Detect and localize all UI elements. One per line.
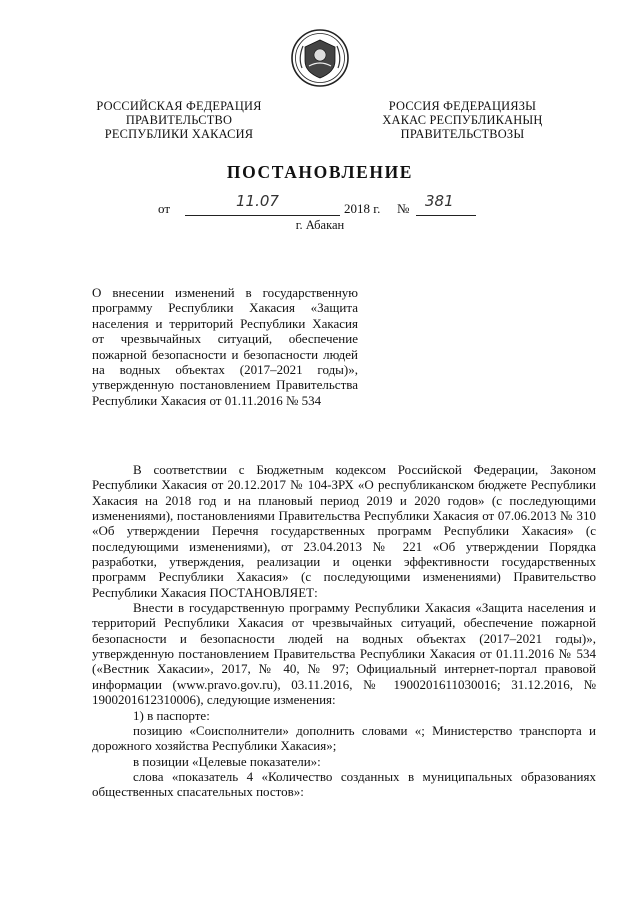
header-left-line-1: РОССИЙСКАЯ ФЕДЕРАЦИЯ <box>96 99 262 113</box>
header-left-line-2: ПРАВИТЕЛЬСТВО <box>125 113 233 127</box>
body-paragraph-2: Внести в государственную программу Республики Хакасия «Защита населения и территорий Республики Хакасия от чрезвычайных ситуаций, обеспечение пожарной безопасности и безопасности людей на водных объектах (2017–2021 годы)», утвержденную постановлением Правительства Республики Хакасия от 01.11.2016 № 534 («Вестник Хакасии», 2017, № 40, № 97; Официальный интернет-портал правовой информации (www.pravo.gov.ru), 03.11.2016, № 1900201611030016; 31.12.2016, № 1900201612310006), следующие изменения: <box>92 600 596 708</box>
subject-block: О внесении изменений в государственную программу Республики Хакасия «Защита населения и территорий Республики Хакасия от чрезвычайных ситуаций, обеспечение пожарной безопасности и безопасности людей на водных объектах (2017–2021 годы)», утвержденную постановлением Правительства Республики Хакасия от 01.11.2016 № 534 <box>92 285 358 408</box>
number-underline <box>416 215 476 216</box>
header-left-block <box>94 99 264 141</box>
header-left-line-3: РЕСПУБЛИКИ ХАКАСИЯ <box>104 127 254 141</box>
number-sign: № <box>397 201 410 216</box>
header-right-block <box>380 99 545 141</box>
body-paragraph-5: в позиции «Целевые показатели»: <box>133 753 321 769</box>
date-prefix: от <box>158 201 171 216</box>
body-paragraph-4: позицию «Соисполнители» дополнить словами «; Министерство транспорта и дорожного хозяйства Республики Хакасия»; <box>92 722 596 754</box>
handwritten-date: 11.07 <box>236 192 279 210</box>
body-text <box>92 462 596 800</box>
handwritten-number: 381 <box>425 192 454 210</box>
coat-of-arms-emblem <box>290 28 350 88</box>
body-paragraph-6: слова «показатель 4 «Количество созданных в муниципальных образованиях общественных спасательных постов»: <box>92 768 596 800</box>
header-right-line-3: ПРАВИТЕЛЬСТВОЗЫ <box>400 127 525 141</box>
date-year: 2018 г. <box>344 201 381 216</box>
header-right-line-2: ХАКАС РЕСПУБЛИКАНЫҢ <box>382 113 543 127</box>
date-underline <box>185 215 340 216</box>
city-line: г. Абакан <box>295 218 345 232</box>
body-paragraph-3: 1) в паспорте: <box>133 707 210 723</box>
date-number-line <box>0 192 640 220</box>
document-title: ПОСТАНОВЛЕНИЕ <box>226 162 414 182</box>
body-paragraph-1: В соответствии с Бюджетным кодексом Российской Федерации, Законом Республики Хакасия от 20.12.2017 № 104-ЗРХ «О республиканском бюджете Республики Хакасия на 2018 год и на плановый период 2019 и 2020 годов» (с последующими изменениями), постановлениями Правительства Республики Хакасия от 07.06.2013 № 310 «Об утверждении Перечня государственных программ Республики Хакасия» (с последующими изменениями), от 23.04.2013 № 221 «Об утверждении Порядка разработки, утверждения, реализации и оценки эффективности государственных программ Республики Хакасия» (с последующими изменениями) Правительство Республики Хакасия ПОСТАНОВЛЯЕТ: <box>92 462 596 600</box>
header-right-line-1: РОССИЯ ФЕДЕРАЦИЯЗЫ <box>388 99 537 113</box>
